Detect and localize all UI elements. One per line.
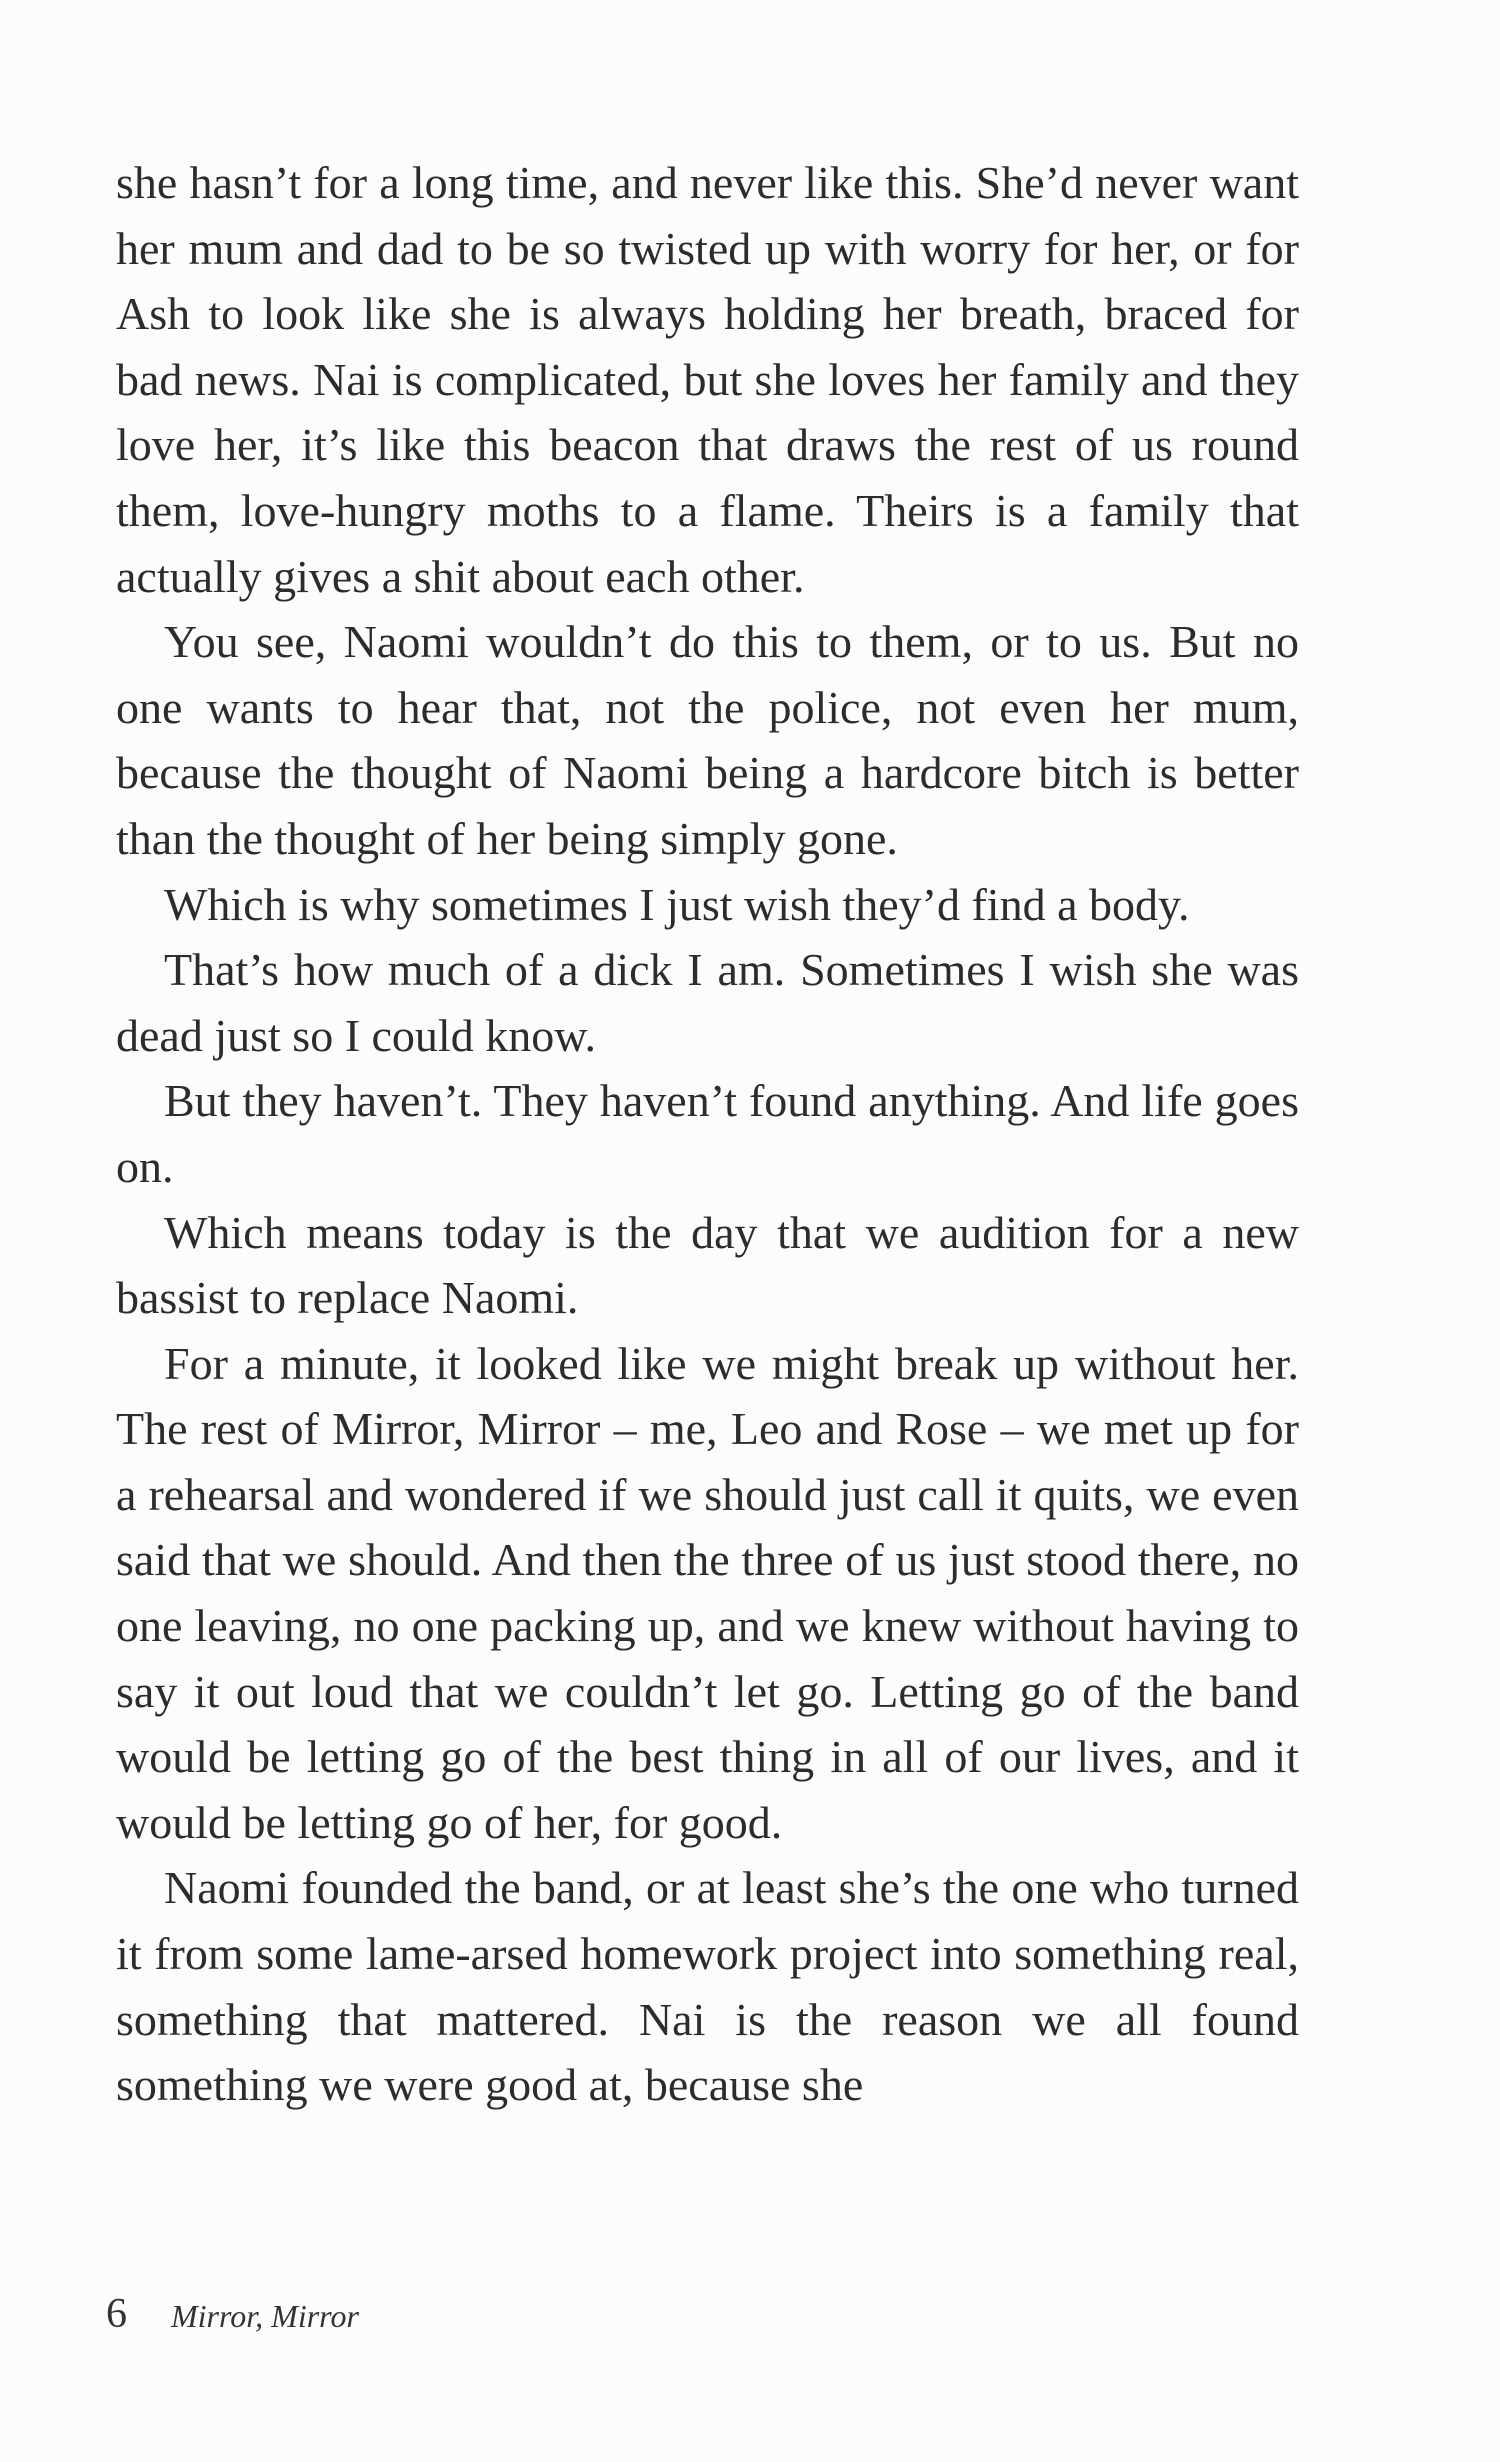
running-title: Mirror, Mirror (171, 2298, 359, 2334)
body-text (116, 150, 1299, 2118)
paragraph-1: she hasn’t for a long time, and never like this. She’d never want her mum and dad to be so twisted up with worry for her, or for Ash to look like she is always holding her breath, braced for bad news. Nai is complicated, but she loves her family and they love her, it’s like this beacon that draws the rest of us round them, love-hungry moths to a flame. Theirs is a family that actually gives a shit about each other. (116, 157, 1299, 602)
paragraph-2: You see, Naomi wouldn’t do this to them, or to us. But no one wants to hear that, not the police, not even her mum, because the thought of Naomi being a hardcore bitch is better than the thought of her being simply gone. (116, 616, 1299, 864)
paragraph-6: Which means today is the day that we audition for a new bassist to replace Naomi. (116, 1206, 1299, 1324)
paragraph-3: Which is why sometimes I just wish they’d find a body. (164, 878, 1190, 930)
paragraph-4: That’s how much of a dick I am. Sometimes I wish she was dead just so I could know. (116, 944, 1299, 1061)
paragraph-7: For a minute, it looked like we might break up without her. The rest of Mirror, Mirror – me, Leo and Rose – we met up for a rehearsal and wondered if we should just call it quits, we even said that we should. And then the three of us just stood there, no one leaving, no one packing up, and we knew without having to say it out loud that we couldn’t let go. Letting go of the band would be letting go of the best thing in all of our lives, and it would be letting go of her, for good. (116, 1337, 1299, 1848)
page-footer (106, 2290, 359, 2338)
paragraph-8: Naomi founded the band, or at least she’s the one who turned it from some lame-arsed homework project into something real, something that mattered. Nai is the reason we all found something we were good at, because she (116, 1862, 1299, 2111)
page-number: 6 (106, 2291, 127, 2337)
paragraph-5: But they haven’t. They haven’t found anything. And life goes on. (116, 1075, 1299, 1192)
